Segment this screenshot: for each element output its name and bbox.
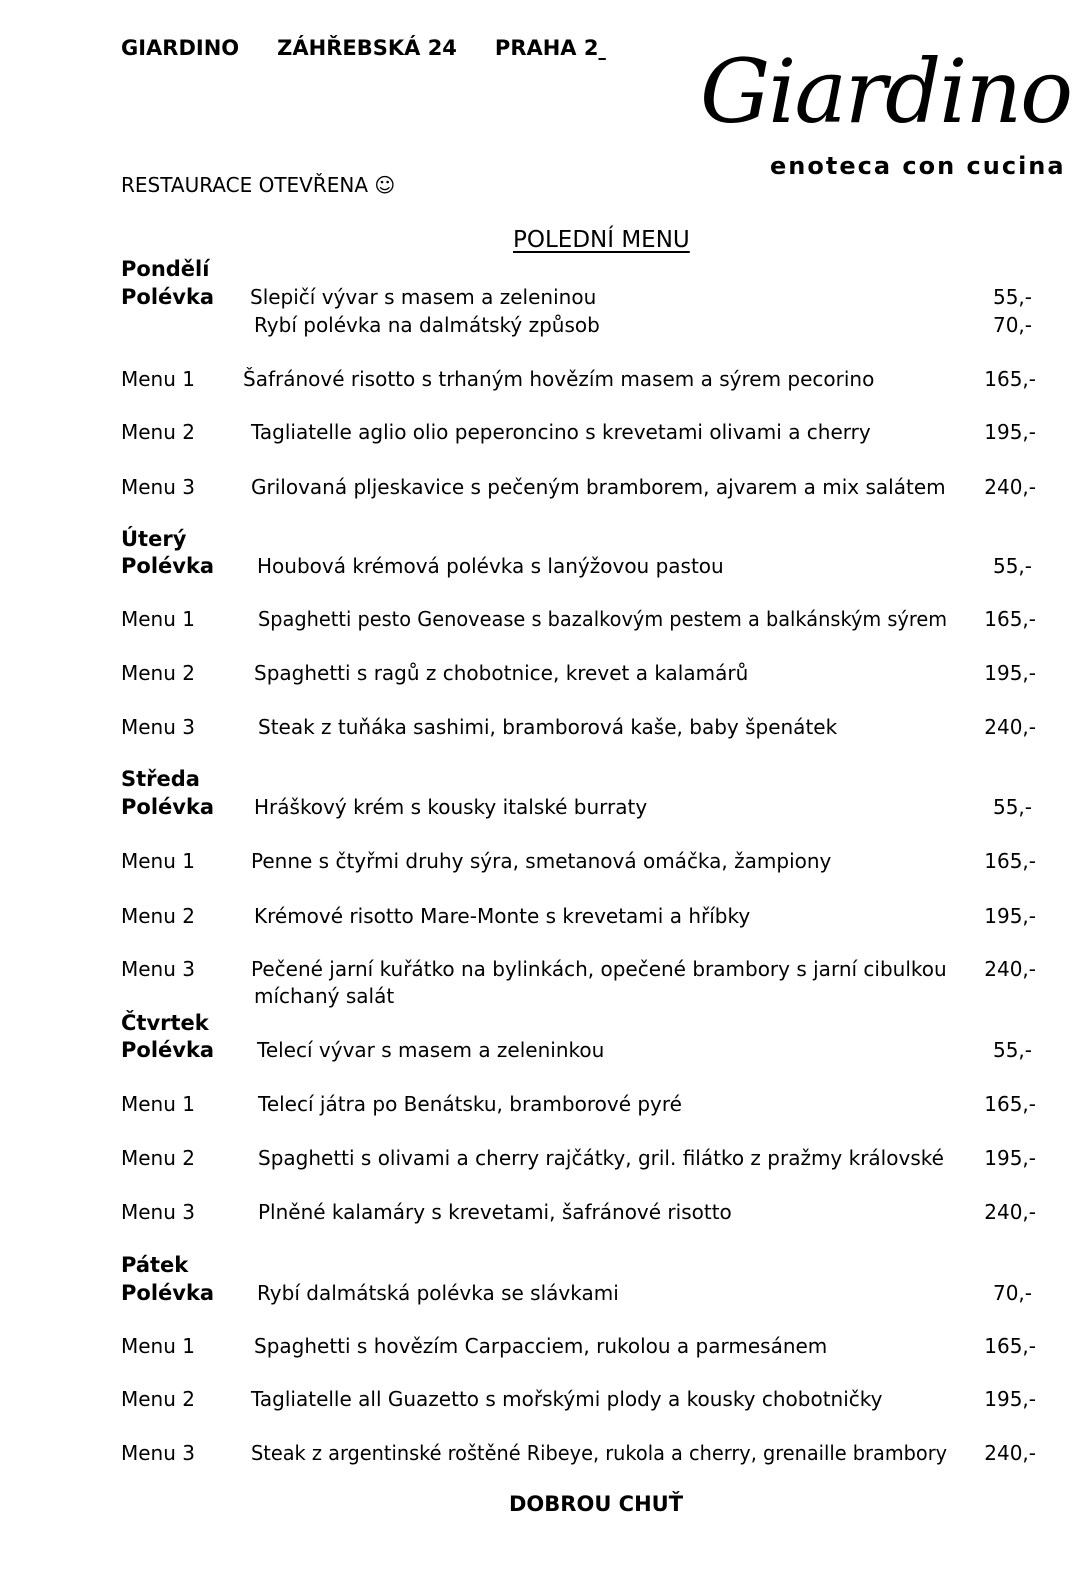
dish-price: 240,- [984,957,1036,981]
dish-name: Telecí vývar s masem a zeleninkou [257,1038,605,1062]
item-label: Polévka [121,285,215,309]
dish-price: 70,- [992,1281,1032,1305]
dish-price: 240,- [984,1200,1036,1224]
logo-script-text: Giardino [700,40,1072,143]
closing-greeting: DOBROU CHUŤ [509,1492,684,1516]
item-label: Menu 1 [121,607,195,631]
dish-name: Rybí polévka na dalmátský způsob [254,313,600,337]
dish-price: 195,- [984,1146,1036,1170]
dish-name: Tagliatelle aglio olio peperoncino s krevetami olivami a cherry [251,420,871,444]
dish-name: Grilovaná pljeskavice s pečeným bramborem, ajvarem a mix salátem [251,475,946,499]
dish-price: 195,- [984,1387,1036,1411]
item-label: Menu 1 [121,367,195,391]
dish-name: Spaghetti s ragů z chobotnice, krevet a kalamárů [254,661,749,685]
item-label: Menu 1 [121,1334,195,1358]
item-label: Menu 1 [121,1092,195,1116]
dish-price: 165,- [984,607,1036,631]
logo-tagline: enoteca con cucina [770,152,1066,180]
dish-price: 240,- [984,1441,1036,1465]
dish-name: Šafránové risotto s trhaným hovězím masem a sýrem pecorino [243,367,875,391]
day-heading-thursday: Čtvrtek [121,1011,209,1035]
restaurant-header [121,36,606,60]
dish-price: 165,- [984,367,1036,391]
item-label: Menu 1 [121,849,195,873]
day-heading-wednesday: Středa [121,767,200,791]
dish-name: Penne s čtyřmi druhy sýra, smetanová omáčka, žampiony [251,849,832,873]
restaurant-city: PRAHA 2 [494,36,599,60]
dish-price: 55,- [992,554,1032,578]
dish-price: 240,- [984,715,1036,739]
dish-name: Plněné kalamáry s krevetami, šafránové risotto [258,1200,732,1224]
dish-name: Spaghetti s hovězím Carpacciem, rukolou a parmesánem [254,1334,828,1358]
dish-price: 195,- [984,661,1036,685]
day-heading-monday: Pondělí [121,257,210,281]
dish-name: Spaghetti pesto Genovease s bazalkovým pestem a balkánským sýrem [258,607,948,631]
item-label: Menu 3 [121,715,195,739]
dish-price: 70,- [992,313,1032,337]
dish-name: Telecí játra po Benátsku, bramborové pyré [258,1092,682,1116]
dish-name: Houbová krémová polévka s lanýžovou pastou [257,554,724,578]
dish-price: 240,- [984,475,1036,499]
open-status: RESTAURACE OTEVŘENA ☺ [121,173,396,197]
item-label: Menu 2 [121,1146,195,1170]
dish-price: 165,- [984,1092,1036,1116]
dish-name-continued: míchaný salát [254,984,395,1008]
dish-price: 195,- [984,904,1036,928]
dish-price: 165,- [984,1334,1036,1358]
dish-price: 55,- [992,285,1032,309]
day-heading-friday: Pátek [121,1253,189,1277]
item-label: Polévka [121,1038,215,1062]
giardino-logo [700,40,1072,190]
day-heading-tuesday: Úterý [121,527,187,551]
item-label: Menu 2 [121,904,195,928]
item-label: Polévka [121,1281,215,1305]
item-label: Menu 3 [121,1200,195,1224]
menu-title: POLEDNÍ MENU [513,227,690,253]
item-label: Polévka [121,795,215,819]
dish-name: Krémové risotto Mare-Monte s krevetami a hříbky [254,904,751,928]
dish-price: 55,- [992,795,1032,819]
dish-price: 195,- [984,420,1036,444]
item-label: Menu 2 [121,420,195,444]
dish-name: Pečené jarní kuřátko na bylinkách, opečené brambory s jarní cibulkou [251,957,947,981]
dish-name: Rybí dalmátská polévka se slávkami [257,1281,619,1305]
item-label: Menu 3 [121,957,195,981]
dish-name: Steak z tuňáka sashimi, bramborová kaše, baby špenátek [258,715,838,739]
dish-name: Spaghetti s olivami a cherry rajčátky, gril. filátko z pražmy královské [258,1146,944,1170]
dish-name: Tagliatelle all Guazetto s mořskými plody a kousky chobotničky [251,1387,883,1411]
restaurant-name: GIARDINO [121,36,240,60]
item-label: Menu 3 [121,1441,195,1465]
item-label: Menu 3 [121,475,195,499]
dish-name: Steak z argentinské roštěné Ribeye, rukola a cherry, grenaille brambory [251,1441,948,1465]
restaurant-address: ZÁHŘEBSKÁ 24 [277,36,457,60]
dish-price: 55,- [992,1038,1032,1062]
item-label: Menu 2 [121,1387,195,1411]
dish-price: 165,- [984,849,1036,873]
item-label: Polévka [121,554,215,578]
item-label: Menu 2 [121,661,195,685]
dish-name: Hráškový krém s kousky italské burraty [254,795,648,819]
dish-name: Slepičí vývar s masem a zeleninou [250,285,597,309]
